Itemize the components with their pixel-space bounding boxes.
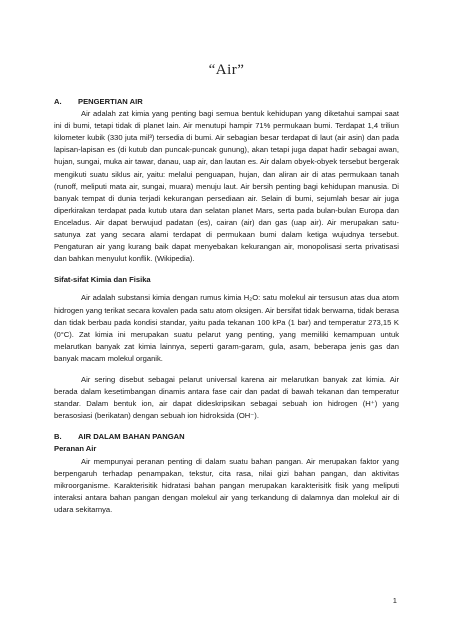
section-a-title: PENGERTIAN AIR bbox=[78, 97, 143, 106]
section-a-number: A. bbox=[54, 97, 62, 106]
document-body bbox=[54, 96, 399, 516]
page-number: 1 bbox=[392, 596, 397, 605]
document-title: “Air” bbox=[208, 62, 245, 78]
section-b-number: B. bbox=[54, 432, 62, 442]
section-a-heading bbox=[54, 96, 399, 108]
sifat-heading: Sifat-sifat Kimia dan Fisika bbox=[54, 275, 151, 285]
sifat-paragraph-2: Air sering disebut sebagai pelarut universal karena air melarutkan banyak zat kimia. Air berada dalam kesetimbangan dinamis antara fase cair dan padat di bawah tekanan dan temperatur standar. Dalam bentuk ion, air dapat dideskripsikan sebagai sebuah ion hidrogen (H⁺) yang berasosiasi (berikatan) dengan sebuah ion hidroksida (OH⁻). bbox=[54, 374, 399, 421]
section-b-title: AIR DALAM BAHAN PANGAN bbox=[78, 432, 185, 442]
pengertian-paragraph: Air adalah zat kimia yang penting bagi semua bentuk kehidupan yang diketahui sampai saat ini di bumi, tetapi tidak di planet lain. Air menutupi hampir 71% permukaan bumi. Terdapat 1,4 triliun kilometer kubik (330 juta mil³) tersedia di bumi. Air sebagian besar terdapat di laut (air asin) dan pada lapisan-lapisan es (di kutub dan puncak-puncak gunung), akan tetapi juga dapat hadir sebagai awan, hujan, sungai, muka air tawar, danau, uap air, dan lautan es. Air dalam obyek-obyek tersebut bergerak mengikuti suatu siklus air, yaitu: melalui penguapan, hujan, dan aliran air di atas permukaan tanah (runoff, meliputi mata air, sungai, muara) menuju laut. Air bersih penting bagi kehidupan manusia. Di banyak tempat di dunia terjadi kekurangan persediaan air. Selain di bumi, sejumlah besar air juga diperkirakan terdapat pada kutub utara dan selatan planet Mars, serta pada bulan-bulan Europa dan Enceladus. Air dapat berwujud padatan (es), cairan (air) dan gas (uap air). Air merupakan satu-satunya zat yang secara alami terdapat di permukaan bumi dalam ketiga wujudnya tersebut. Pengaturan air yang kurang baik dapat menyebakan kekurangan air, monopolisasi serta privatisasi dan bahkan menyulut konflik. (Wikipedia). bbox=[54, 109, 399, 264]
sifat-paragraph-1: Air adalah substansi kimia dengan rumus kimia H₂O: satu molekul air tersusun atas dua atom hidrogen yang terikat secara kovalen pada satu atom oksigen. Air bersifat tidak berwarna, tidak berasa dan tidak berbau pada kondisi standar, yaitu pada tekanan 100 kPa (1 bar) and temperatur 273,15 K (0°C). Zat kimia ini merupakan suatu pelarut yang penting, yang memiliki kemampuan untuk melarutkan banyak zat kimia lainnya, seperti garam-garam, gula, asam, beberapa jenis gas dan banyak macam molekul organik. bbox=[54, 293, 399, 363]
section-b-heading bbox=[54, 431, 399, 443]
peranan-paragraph: Air mempunyai peranan penting di dalam suatu bahan pangan. Air merupakan faktor yang berpengaruh terhadap penampakan, tekstur, cita rasa, nilai gizi bahan pangan, dan aktivitas mikroorganisme. Karakterisitik hidratasi bahan pangan merupakan karakterisitk fisik yang meliputi interaksi antara bahan pangan dengan molekul air yang terkandung di dalamnya dan molekul air di udara sekitarnya. bbox=[54, 456, 399, 514]
peranan-heading: Peranan Air bbox=[54, 444, 97, 454]
